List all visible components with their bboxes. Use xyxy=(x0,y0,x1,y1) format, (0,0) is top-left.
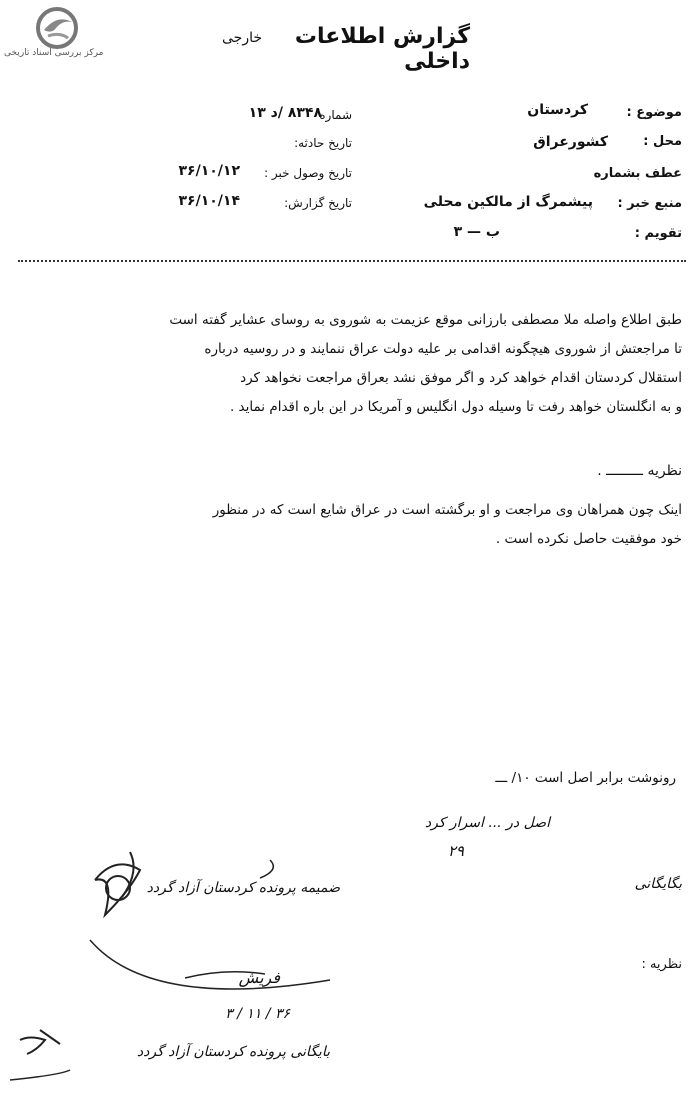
handwritten-note-attach: ضمیمه پرونده کردستان آزاد گردد xyxy=(146,880,340,896)
place-value: کشورعراق xyxy=(533,134,608,150)
report-body xyxy=(12,306,682,422)
rating-value: ب — ۳ xyxy=(453,224,500,240)
report-title-suffix: خارجی xyxy=(222,30,263,46)
header-divider xyxy=(18,260,686,262)
report-title-main: گزارش اطلاعات داخلی xyxy=(294,24,470,74)
number-label: شماره xyxy=(319,108,352,122)
opinion-body xyxy=(12,496,682,554)
report-title xyxy=(222,24,470,74)
body-line: طبق اطلاع واصله ملا مصطفی بارزانی موقع عزیمت به شوروی به روسای عشایر گفته است xyxy=(169,312,682,328)
report-date-label: تاریخ گزارش: xyxy=(284,196,352,210)
number-value: ۸۳۴۸ /د ۱۳ xyxy=(248,105,322,121)
opinion-heading: نظریه ـــــــــ . xyxy=(597,463,682,479)
handwritten-note-bottom: بایگانی پرونده کردستان آزاد گردد xyxy=(136,1044,330,1060)
opinion-label-footer: نظریه : xyxy=(641,957,682,972)
handwritten-note-archivist: بگایگانی xyxy=(634,876,682,892)
copy-note: رونوشت برابر اصل است ۱۰/ ـــ xyxy=(495,770,676,786)
signature-date: ۳ / ۱۱ / ۳۶ xyxy=(225,1006,290,1022)
opinion-line: اینک چون همراهان وی مراجعت و او برگشته است در عراق شایع است که در منظور xyxy=(212,502,682,518)
body-line: و به انگلستان خواهد رفت تا وسیله دول انگلیس و آمریکا در این باره اقدام نماید . xyxy=(229,399,682,415)
report-date-value: ۳۶/۱۰/۱۴ xyxy=(178,193,240,209)
source-value: پیشمرگ از مالکین محلی xyxy=(423,194,593,210)
rating-label: تقویم : xyxy=(634,226,682,241)
subject-value: کردستان xyxy=(527,102,588,118)
handwritten-note-archive: اصل در ... اسرار کرد xyxy=(424,815,550,831)
event-date-label: تاریخ حادثه: xyxy=(294,136,352,150)
handwritten-note-number: ۲۹ xyxy=(447,842,464,860)
subject-label: موضوع : xyxy=(626,105,682,120)
place-label: محل : xyxy=(643,134,682,149)
signature-name: فریش xyxy=(238,968,280,987)
body-line: تا مراجعتش از شوروی هیچگونه اقدامی بر علیه دولت عراق ننمایند و در روسیه درباره xyxy=(204,341,682,357)
archive-logo-icon xyxy=(32,6,82,50)
handwriting-strokes-icon xyxy=(0,840,700,1090)
reference-label: عطف بشماره xyxy=(593,166,682,181)
body-line: استقلال کردستان اقدام خواهد کرد و اگر موفق نشد بعراق مراجعت نخواهد کرد xyxy=(240,370,682,386)
logo-caption: مرکز بررسی اسناد تاریخی xyxy=(4,48,104,58)
received-date-label: تاریخ وصول خبر : xyxy=(264,166,352,180)
source-label: منبع خبر : xyxy=(617,196,682,211)
received-date-value: ۳۶/۱۰/۱۲ xyxy=(178,163,240,179)
opinion-line: خود موفقیت حاصل نکرده است . xyxy=(495,531,682,547)
